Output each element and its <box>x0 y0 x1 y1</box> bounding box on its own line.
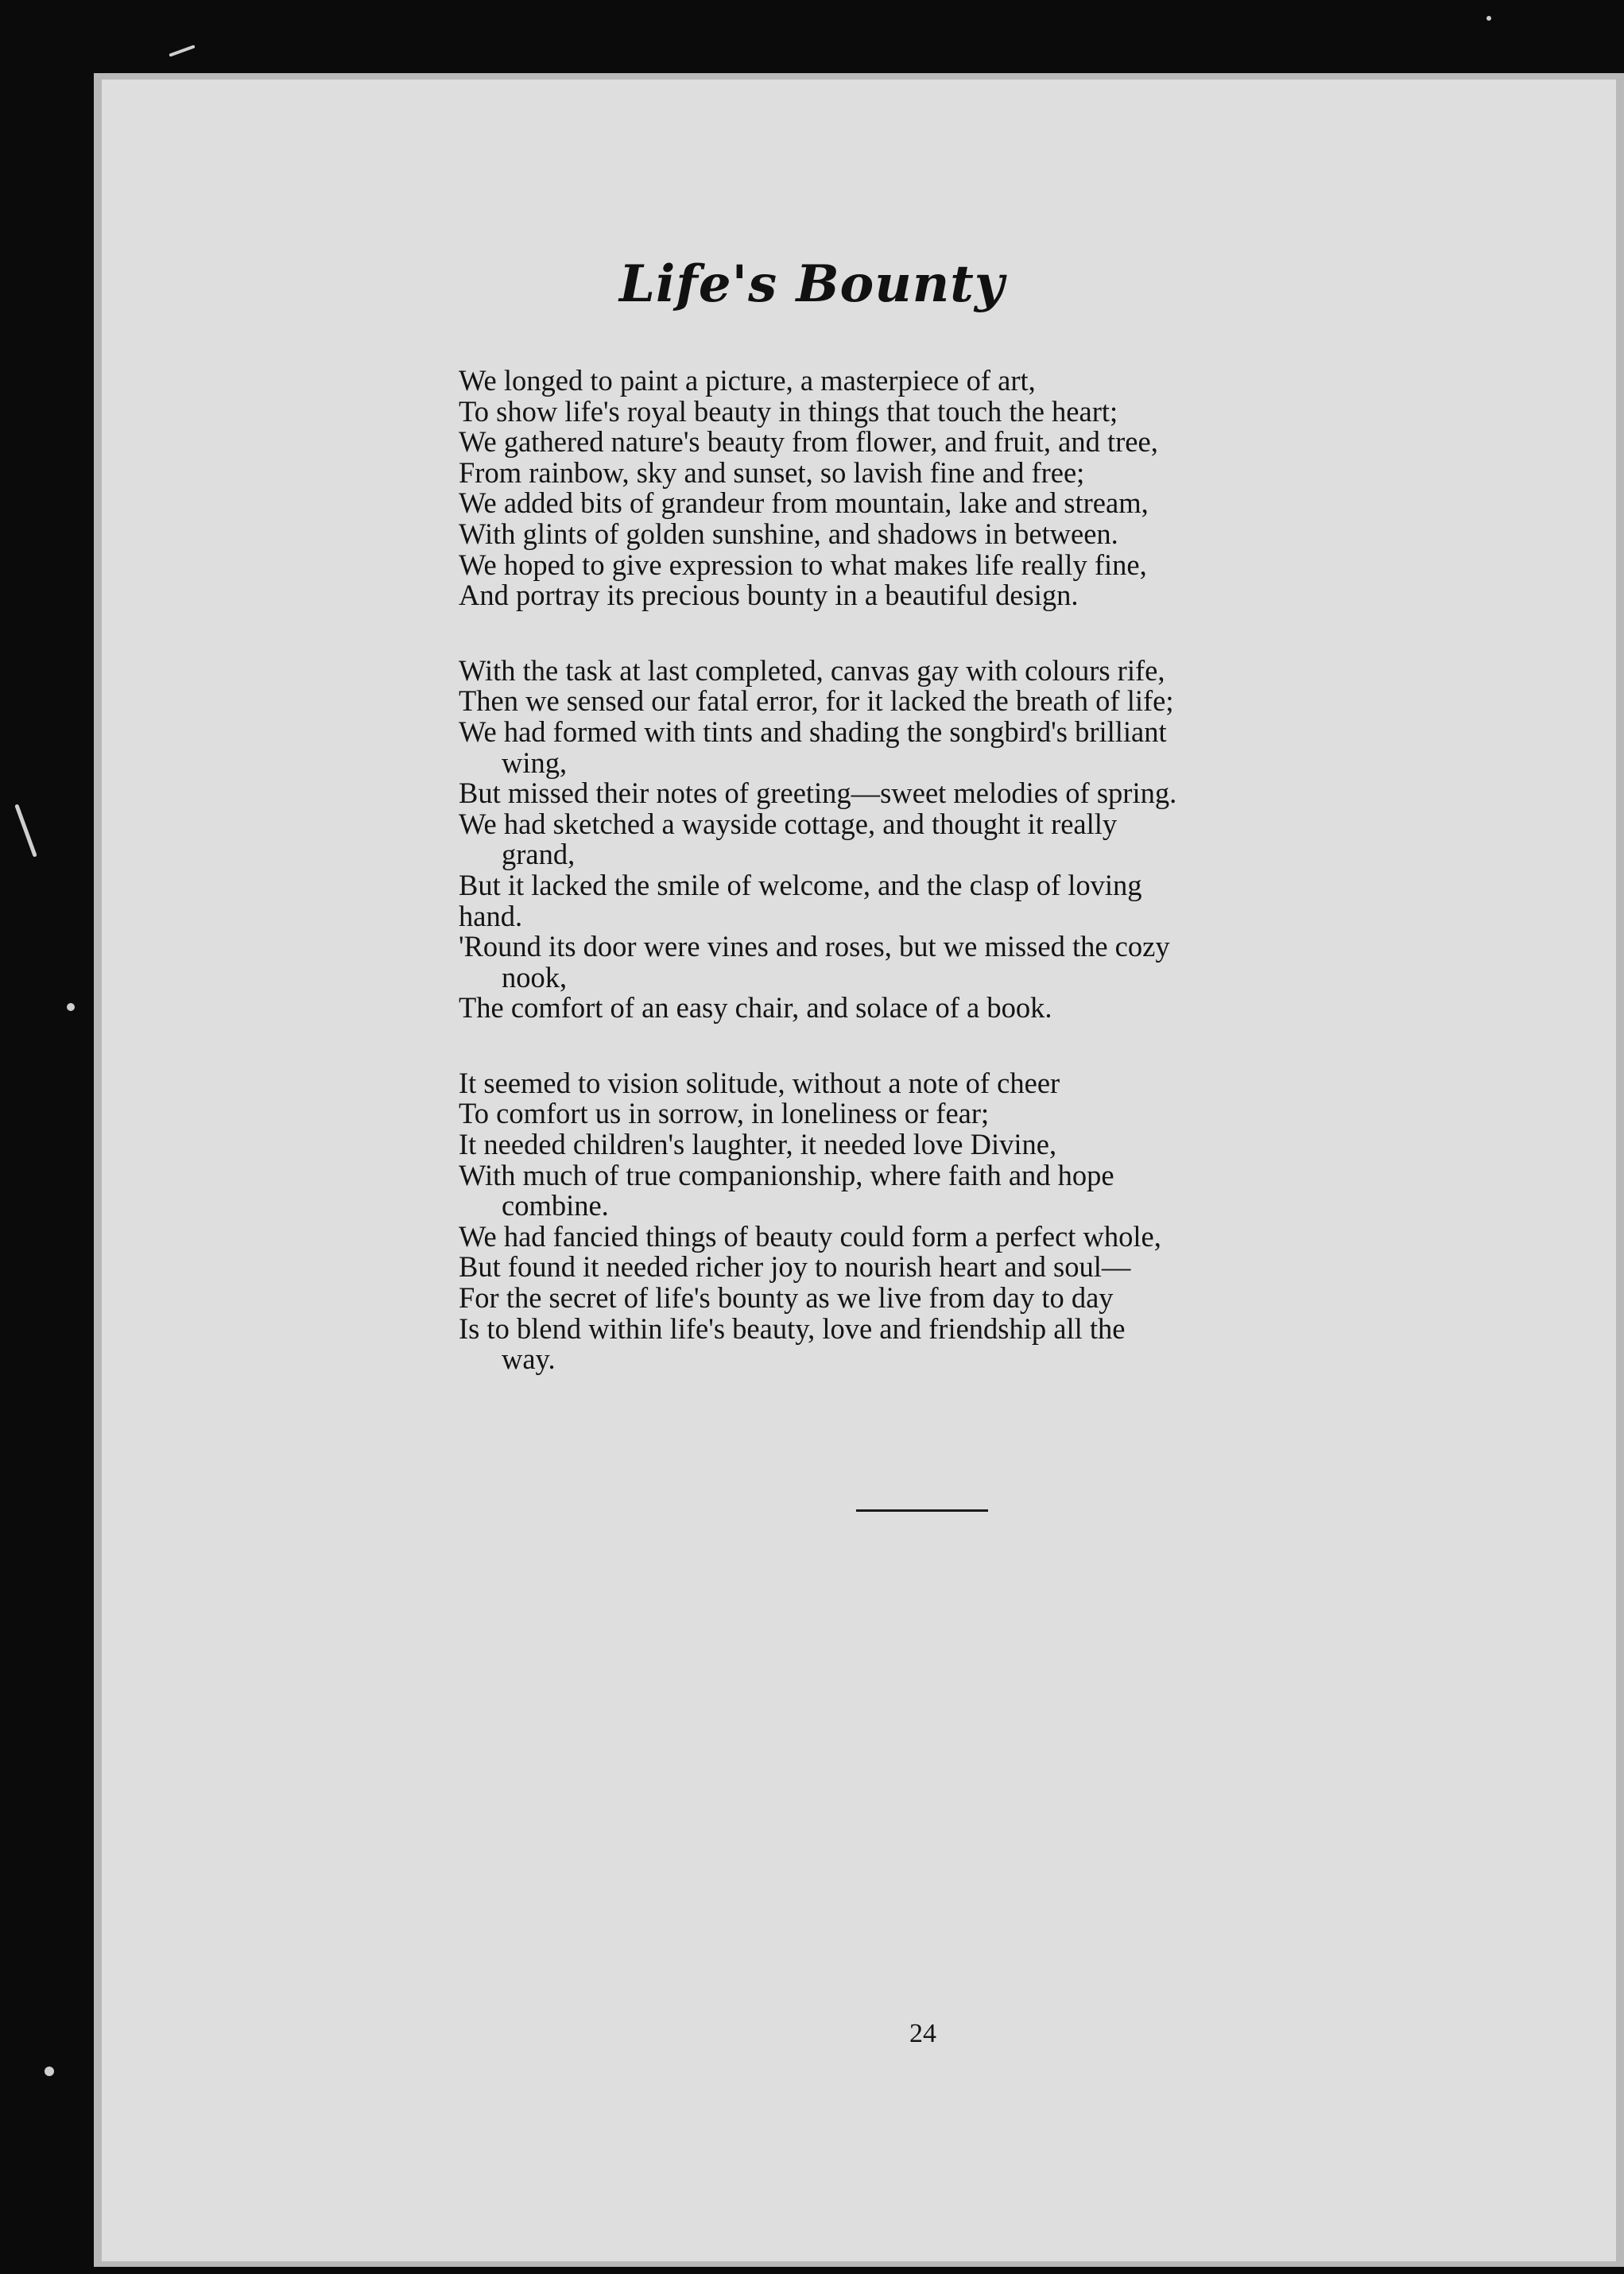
dust-speck <box>1486 16 1491 21</box>
poem-line: It seemed to vision solitude, without a note of cheer <box>459 1066 1060 1099</box>
poem-line: For the secret of life's bounty as we live from day to day <box>459 1281 1114 1315</box>
poem-line: hand. <box>459 899 523 932</box>
poem-line-continuation: way. <box>502 1342 556 1376</box>
poem-line: And portray its precious bounty in a beautiful design. <box>459 579 1079 612</box>
stanza-gap <box>459 1024 1405 1068</box>
poem-line-continuation: wing, <box>502 746 568 779</box>
poem-line-continuation: combine. <box>502 1189 609 1222</box>
stanza <box>459 653 1405 1025</box>
poem-line: We hoped to give expression to what makes life really fine, <box>459 548 1147 581</box>
poem-line: The comfort of an easy chair, and solace of a book. <box>459 991 1052 1025</box>
poem-line: We had formed with tints and shading the songbird's brilliant <box>459 715 1167 748</box>
page-number: 24 <box>909 2019 936 2048</box>
stanza <box>459 1068 1405 1375</box>
section-divider <box>856 1509 988 1512</box>
poem-line: It needed children's laughter, it needed love Divine, <box>459 1128 1057 1161</box>
poem-line: 'Round its door were vines and roses, but we missed the cozy <box>459 930 1170 963</box>
poem-line-continuation: nook, <box>502 960 568 994</box>
poem-line: We had fancied things of beauty could form a perfect whole, <box>459 1219 1161 1253</box>
poem-line: To comfort us in sorrow, in loneliness or fear; <box>459 1097 990 1130</box>
poem-line: We longed to paint a picture, a masterpiece of art, <box>459 364 1036 397</box>
poem-line: With glints of golden sunshine, and shadows in between. <box>459 517 1118 550</box>
poem-line: But it lacked the smile of welcome, and the clasp of loving <box>459 868 1142 901</box>
poem-title: Life's Bounty <box>618 254 1006 314</box>
poem-line: But found it needed richer joy to nourish heart and soul— <box>459 1250 1131 1284</box>
poem-line: Is to blend within life's beauty, love and friendship all the <box>459 1311 1126 1345</box>
dust-speck <box>45 2067 54 2076</box>
poem-line: Then we sensed our fatal error, for it lacked the breath of life; <box>459 684 1174 718</box>
poem-line: We gathered nature's beauty from flower, and fruit, and tree, <box>459 425 1158 459</box>
poem-line: With much of true companionship, where faith and hope <box>459 1158 1114 1191</box>
poem-line: We added bits of grandeur from mountain, lake and stream, <box>459 486 1149 520</box>
stanza <box>459 366 1405 611</box>
poem-line: But missed their notes of greeting—sweet melodies of spring. <box>459 777 1177 810</box>
poem-line: From rainbow, sky and sunset, so lavish fine and free; <box>459 455 1085 489</box>
poem-body <box>459 366 1405 1375</box>
poem-line: To show life's royal beauty in things that touch the heart; <box>459 394 1118 428</box>
poem-line-continuation: grand, <box>502 838 576 871</box>
poem-line: With the task at last completed, canvas gay with colours rife, <box>459 653 1165 687</box>
stanza-gap <box>459 611 1405 656</box>
dust-speck <box>67 1003 75 1011</box>
poem-line: We had sketched a wayside cottage, and thought it really <box>459 807 1118 840</box>
